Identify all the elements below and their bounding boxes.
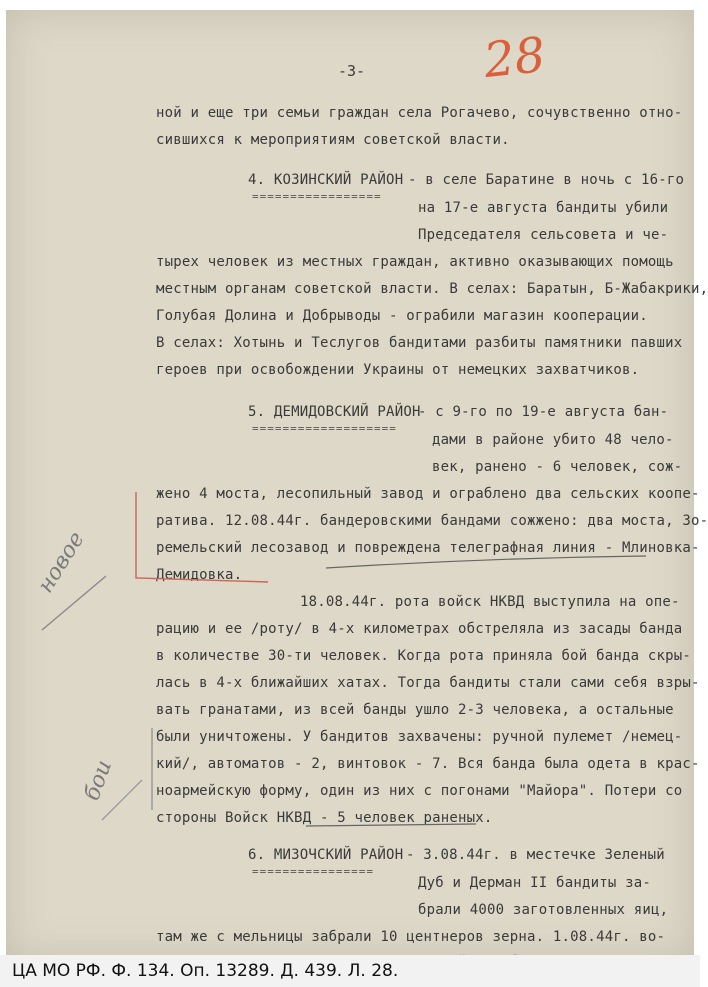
archival-document-page [6,10,708,960]
text-line: в количестве 30-ти человек. Когда рота приняла бой банда скры- [156,648,691,664]
text-line: были уничтожены. У бандитов захвачены: ручной пулемет /немец- [156,729,683,745]
text-line: на 17-е августа бандиты убили [418,200,669,216]
text-line: там же с мельницы забрали 10 центнеров зерна. 1.08.44г. во- [156,929,666,945]
text-line: Демидовка. [156,567,243,583]
section-4-heading: 4. КОЗИНСКИЙ РАЙОН [248,172,404,188]
heading-underline: ================ [252,865,374,878]
text-line: героев при освобождении Украины от немецких захватчиков. [156,362,640,378]
text-line: стороны Войск НКВД - 5 человек раненых. [156,810,493,826]
text-line: Дуб и Дерман II бандиты за- [418,875,651,891]
underline-stroke [306,824,476,826]
text-line: Председателя сельсовета и че- [418,227,669,243]
text-line: рацию и ее /роту/ в 4-х километрах обстреляла из засады банда [156,621,683,637]
text-line: тырех человек из местных граждан, активно оказывающих помощь [156,254,674,270]
text-line: местным органам советской власти. В селах: Баратын, Б-Жабакрики, [156,281,708,297]
text-line: - в селе Баратине в ночь с 16-го [408,172,685,188]
text-line: Голубая Долина и Добрыводы - ограбили магазин кооперации. [156,308,648,324]
text-line: - 3.08.44г. в местечке Зеленый [406,847,665,863]
text-line: - с 9-го по 19-е августа бан- [418,404,669,420]
margin-note-new: новое [33,527,90,598]
text-line: сившихся к мероприятиям советской власти. [156,132,510,148]
margin-note-fights: бои [79,757,118,804]
section-5-heading: 5. ДЕМИДОВСКИЙ РАЙОН [248,404,421,420]
heading-underline: =================== [252,422,397,435]
text-line: вать гранатами, из всей банды ушло 2-3 человека, а остальные [156,702,674,718]
text-line: кий/, автоматов - 2, винтовок - 7. Вся банда была одета в крас- [156,756,700,772]
text-line: 18.08.44г. рота войск НКВД выступила на опе- [300,594,680,610]
text-line: В селах: Хотынь и Теслугов бандитами разбиты памятники павших [156,335,683,351]
text-line: дами в районе убито 48 чело- [432,432,674,448]
underline-stroke [326,556,646,568]
section-6-heading: 6. МИЗОЧСКИЙ РАЙОН [248,847,404,863]
archive-caption: ЦА МО РФ. Ф. 134. Оп. 13289. Д. 439. Л. 28. [0,955,700,987]
text-line: ремельский лесозавод и повреждена телеграфная линия - Млиновка- [156,540,700,556]
handwritten-annotations [6,10,694,960]
page-number: -3- [338,62,366,80]
heading-underline: ================= [252,190,382,203]
text-line: ратива. 12.08.44г. бандеровскими бандами сожжено: два моста, Зо- [156,513,708,529]
text-line: век, ранено - 6 человек, сож- [432,459,683,475]
text-line: ной и еще три семьи граждан села Рогачево, сочувственно отно- [156,105,683,121]
text-line: жено 4 моста, лесопильный завод и ограблено два сельских коопе- [156,486,700,502]
text-line: лась в 4-х ближайших хатах. Тогда бандиты стали сами себя взры- [156,675,700,691]
text-line: брали 4000 заготовленных яиц, [418,902,669,918]
archive-page-number: 28 [481,26,548,90]
margin-bracket-line [136,492,268,582]
text-line: ноармейскую форму, один из них с погонами "Майора". Потери со [156,783,683,799]
